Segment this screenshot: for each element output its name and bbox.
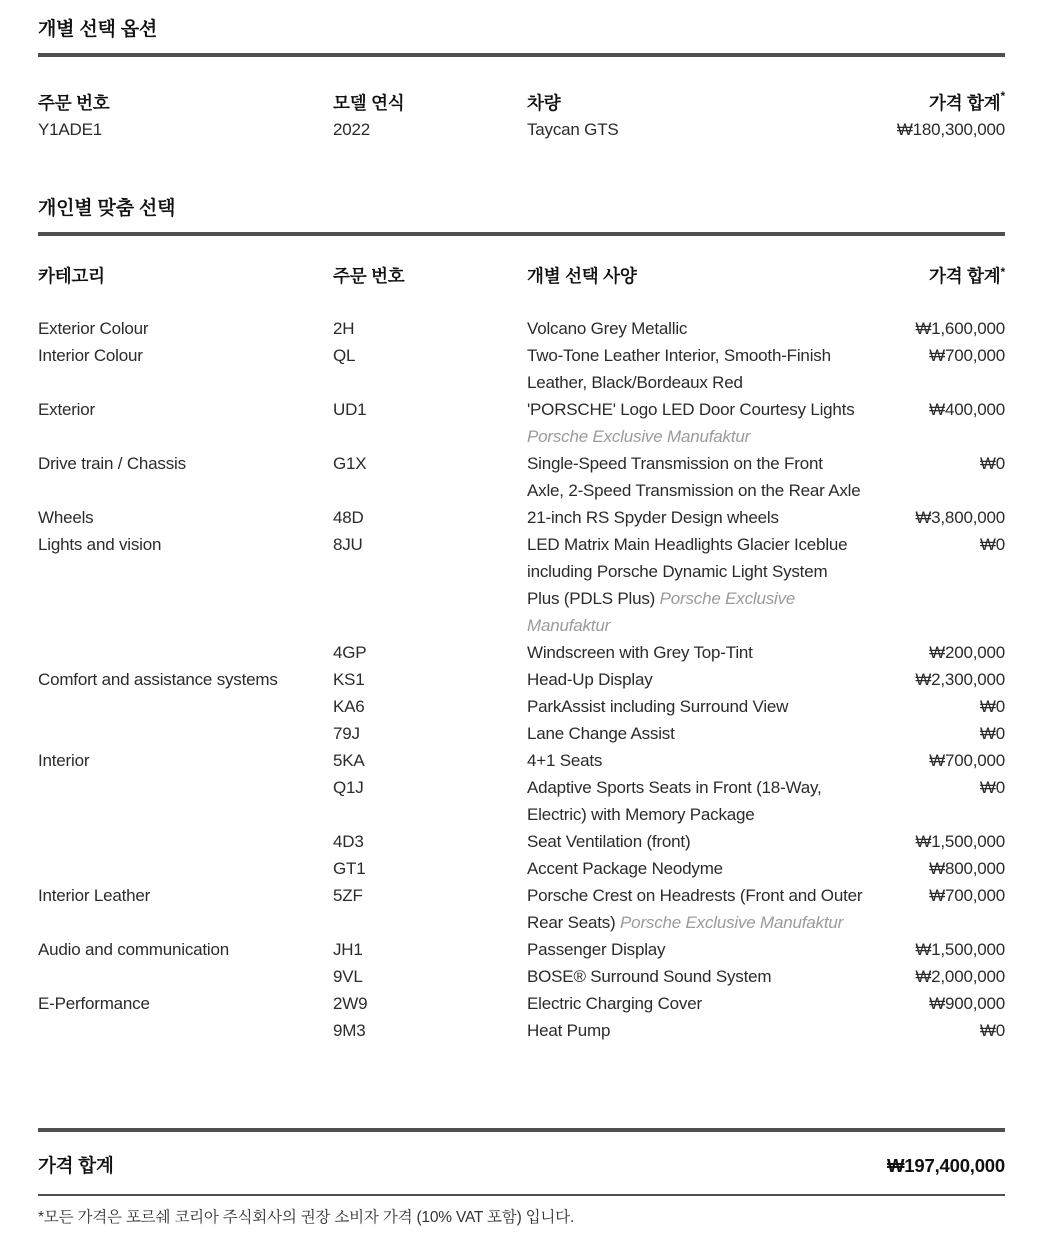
table-row — [38, 774, 1005, 828]
option-cell: 4+1 Seats — [527, 751, 603, 770]
asterisk: * — [1000, 265, 1005, 279]
category-cell: Exterior — [38, 400, 95, 419]
total-value: ₩197,400,000 — [887, 1155, 1005, 1176]
code-cell: 5ZF — [333, 886, 363, 905]
option-cell: Porsche Crest on Headrests (Front and Outer Rear Seats) Porsche Exclusive Manufaktur — [527, 886, 863, 932]
table-row — [38, 342, 1005, 396]
code-cell: JH1 — [333, 940, 363, 959]
category-cell — [38, 963, 333, 990]
price-cell: ₩0 — [979, 724, 1005, 743]
code-cell: QL — [333, 346, 356, 365]
divider — [38, 1194, 1005, 1196]
price-cell: ₩700,000 — [929, 751, 1005, 770]
code-cell: 2H — [333, 319, 355, 338]
table-row — [38, 504, 1005, 531]
options-table-body — [38, 315, 1005, 1044]
category-cell — [38, 1017, 333, 1044]
table-row — [38, 963, 1005, 990]
code-cell: Q1J — [333, 778, 364, 797]
exclusive-manufaktur-label: Porsche Exclusive Manufaktur — [527, 589, 796, 635]
option-cell: Accent Package Neodyme — [527, 859, 723, 878]
table-row — [38, 531, 1005, 639]
option-cell: Adaptive Sports Seats in Front (18-Way, Electric) with Memory Package — [527, 778, 822, 824]
divider — [38, 232, 1005, 236]
price-cell: ₩2,000,000 — [915, 967, 1005, 986]
option-cell: BOSE® Surround Sound System — [527, 967, 772, 986]
order-number-field — [38, 90, 333, 144]
price-cell: ₩2,300,000 — [915, 670, 1005, 689]
summary-price-field — [863, 90, 1005, 144]
category-cell — [38, 828, 333, 855]
category-cell: Interior Leather — [38, 886, 151, 905]
exclusive-manufaktur-label: Porsche Exclusive Manufaktur — [620, 913, 844, 932]
code-cell: G1X — [333, 454, 367, 473]
option-cell: 21-inch RS Spyder Design wheels — [527, 508, 779, 527]
table-row — [38, 315, 1005, 342]
category-cell — [38, 720, 333, 747]
option-cell: Volcano Grey Metallic — [527, 319, 688, 338]
price-cell: ₩3,800,000 — [915, 508, 1005, 527]
price-cell: ₩0 — [979, 1021, 1005, 1040]
price-cell: ₩0 — [979, 454, 1005, 473]
code-cell: 2W9 — [333, 994, 368, 1013]
options-table-header — [38, 266, 1005, 286]
footnote: *모든 가격은 포르쉐 코리아 주식회사의 권장 소비자 가격 (10% VAT 포함) 입니다. — [38, 1209, 575, 1226]
table-row — [38, 882, 1005, 936]
price-cell: ₩700,000 — [929, 346, 1005, 365]
category-cell: Exterior Colour — [38, 319, 149, 338]
category-cell: Interior Colour — [38, 346, 143, 365]
table-row — [38, 828, 1005, 855]
option-header: 개별 선택 사양 — [527, 266, 637, 286]
vehicle-value: Taycan GTS — [527, 120, 619, 139]
model-year-value: 2022 — [333, 120, 371, 139]
option-cell: Head-Up Display — [527, 670, 653, 689]
table-row — [38, 990, 1005, 1017]
code-cell: 5KA — [333, 751, 365, 770]
model-year-field — [333, 90, 527, 144]
category-cell: Comfort and assistance systems — [38, 670, 278, 689]
option-cell: Single-Speed Transmission on the Front Axle, 2-Speed Transmission on the Rear Axle — [527, 454, 861, 500]
code-header: 주문 번호 — [333, 266, 405, 286]
category-cell: Drive train / Chassis — [38, 454, 186, 473]
table-row — [38, 936, 1005, 963]
table-row — [38, 747, 1005, 774]
code-cell: 9M3 — [333, 1021, 366, 1040]
total-row — [38, 1154, 1005, 1178]
code-cell: GT1 — [333, 859, 366, 878]
model-year-label: 모델 연식 — [333, 93, 405, 113]
price-cell: ₩0 — [979, 778, 1005, 797]
total-label: 가격 합계 — [38, 1155, 114, 1176]
vehicle-label: 차량 — [527, 93, 561, 113]
category-cell: Audio and communication — [38, 940, 230, 959]
order-number-label: 주문 번호 — [38, 93, 110, 113]
divider — [38, 1128, 1005, 1132]
vehicle-field — [527, 90, 863, 144]
exclusive-manufaktur-label: Porsche Exclusive Manufaktur — [527, 427, 751, 446]
option-cell: 'PORSCHE' Logo LED Door Courtesy Lights Porsche Exclusive Manufaktur — [527, 400, 855, 446]
option-cell: Passenger Display — [527, 940, 666, 959]
option-cell: Two-Tone Leather Interior, Smooth-Finish Leather, Black/Bordeaux Red — [527, 346, 831, 392]
asterisk: * — [1000, 89, 1005, 103]
table-row — [38, 450, 1005, 504]
option-cell: Lane Change Assist — [527, 724, 675, 743]
table-row — [38, 666, 1005, 693]
table-row — [38, 855, 1005, 882]
option-cell: Windscreen with Grey Top-Tint — [527, 643, 753, 662]
option-cell: Heat Pump — [527, 1021, 611, 1040]
summary-section — [38, 18, 1005, 144]
order-number-value: Y1ADE1 — [38, 120, 103, 139]
options-section — [38, 197, 1005, 1044]
price-header: 가격 합계* — [929, 265, 1005, 286]
table-row — [38, 1017, 1005, 1044]
divider — [38, 53, 1005, 57]
code-cell: 8JU — [333, 535, 363, 554]
category-cell: E-Performance — [38, 994, 150, 1013]
category-cell: Lights and vision — [38, 535, 162, 554]
category-header: 카테고리 — [38, 266, 105, 286]
category-cell — [38, 855, 333, 882]
option-cell: LED Matrix Main Headlights Glacier Iceblue including Porsche Dynamic Light System Plus (PDLS Plus) Porsche Exclusive Manufaktur — [527, 535, 848, 635]
code-cell: 79J — [333, 724, 360, 743]
price-cell: ₩200,000 — [929, 643, 1005, 662]
option-cell: Seat Ventilation (front) — [527, 832, 691, 851]
option-cell: Electric Charging Cover — [527, 994, 702, 1013]
category-cell — [38, 639, 333, 666]
code-cell: KA6 — [333, 697, 365, 716]
price-cell: ₩1,600,000 — [915, 319, 1005, 338]
summary-price-value: ₩180,300,000 — [896, 120, 1005, 139]
table-row — [38, 639, 1005, 666]
code-cell: 9VL — [333, 967, 363, 986]
code-cell: KS1 — [333, 670, 365, 689]
code-cell: 48D — [333, 508, 364, 527]
price-cell: ₩900,000 — [929, 994, 1005, 1013]
option-cell: ParkAssist including Surround View — [527, 697, 789, 716]
price-cell: ₩400,000 — [929, 400, 1005, 419]
summary-title: 개별 선택 옵션 — [38, 19, 158, 40]
price-cell: ₩1,500,000 — [915, 832, 1005, 851]
summary-info-grid — [38, 90, 1005, 144]
price-cell: ₩0 — [979, 535, 1005, 554]
table-row — [38, 693, 1005, 720]
price-cell: ₩700,000 — [929, 886, 1005, 905]
code-cell: 4GP — [333, 643, 367, 662]
table-row — [38, 720, 1005, 747]
category-cell: Interior — [38, 751, 90, 770]
category-cell — [38, 774, 333, 828]
table-row — [38, 396, 1005, 450]
price-cell: ₩0 — [979, 697, 1005, 716]
price-cell: ₩1,500,000 — [915, 940, 1005, 959]
total-section — [38, 1128, 1005, 1228]
price-cell: ₩800,000 — [929, 859, 1005, 878]
category-cell: Wheels — [38, 508, 94, 527]
code-cell: 4D3 — [333, 832, 364, 851]
options-title: 개인별 맞춤 선택 — [38, 198, 176, 219]
category-cell — [38, 693, 333, 720]
summary-price-label: 가격 합계* — [929, 89, 1005, 113]
code-cell: UD1 — [333, 400, 367, 419]
